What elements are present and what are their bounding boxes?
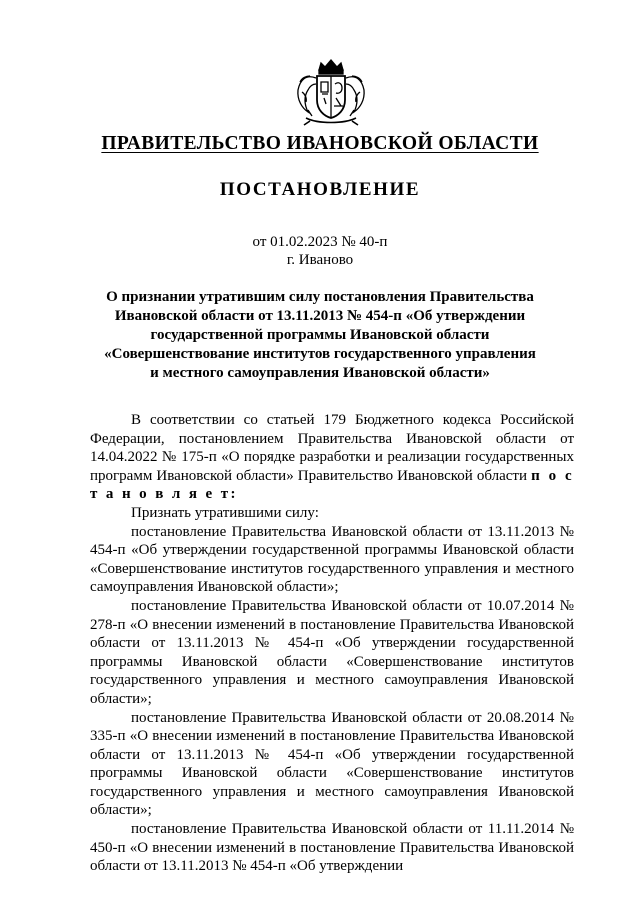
preamble-text: В соответствии со статьей 179 Бюджетного кодекса Российской Федерации, постановлением Правительства Ивановской области от 14.04.2022 № 175-п «О порядке разработки и реализации государственных программ Ивановской области» Правительство Ивановской области <box>90 412 574 484</box>
preamble-paragraph <box>90 411 574 504</box>
title-line: Ивановской области от 13.11.2013 № 454-п «Об утверждении <box>114 308 526 324</box>
document-body <box>90 411 574 876</box>
coat-of-arms-icon <box>292 58 370 128</box>
title-line: государственной программы Ивановской области <box>150 327 490 343</box>
title-line: и местного самоуправления Ивановской области» <box>150 365 490 381</box>
recognize-paragraph: Признать утратившими силу: <box>131 504 319 521</box>
document-city: г. Иваново <box>286 252 354 268</box>
repealed-item: постановление Правительства Ивановской области от 10.07.2014 № 278-п «О внесении изменений в постановление Правительства Ивановской области от 13.11.2013 № 454-п «Об утверждении государственной программы Ивановской области «Совершенствование институтов государственного управления и местного самоуправления Ивановской области»; <box>90 597 574 707</box>
document-date-number: от 01.02.2023 № 40-п <box>252 234 388 250</box>
repealed-item: постановление Правительства Ивановской области от 13.11.2013 № 454-п «Об утверждении государственной программы Ивановской области «Совершенствование институтов государственного управления и местного самоуправления Ивановской области»; <box>90 523 574 596</box>
document-type: ПОСТАНОВЛЕНИЕ <box>219 179 421 200</box>
title-line: О признании утратившим силу постановления Правительства <box>106 289 534 305</box>
repealed-item: постановление Правительства Ивановской области от 20.08.2014 № 335-п «О внесении изменений в постановление Правительства Ивановской области от 13.11.2013 № 454-п «Об утверждении государственной программы Ивановской области «Совершенствование институтов государственного управления и местного самоуправления Ивановской области»; <box>90 709 574 819</box>
repealed-item: постановление Правительства Ивановской области от 11.11.2014 № 450-п «О внесении изменений в постановление Правительства Ивановской области от 13.11.2013 № 454-п «Об утверждении <box>90 821 574 875</box>
decree-word: п о с т а н о в л я е т: <box>90 467 575 503</box>
title-line: «Совершенствование институтов государственного управления <box>104 346 536 362</box>
document-title <box>90 288 550 383</box>
organization-name: ПРАВИТЕЛЬСТВО ИВАНОВСКОЙ ОБЛАСТИ <box>101 133 539 154</box>
